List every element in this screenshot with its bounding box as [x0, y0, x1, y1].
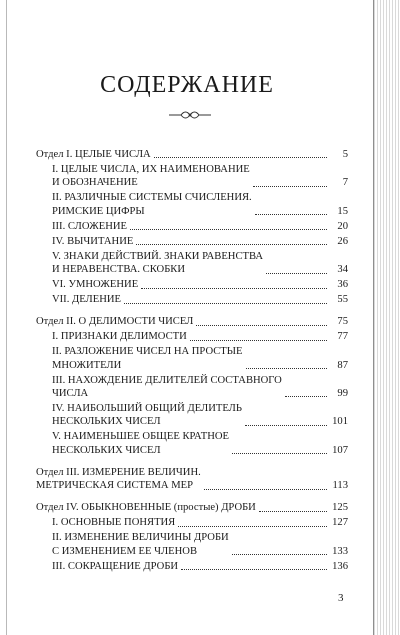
toc-page-number: 99 [337, 388, 348, 400]
toc-page-number: 77 [337, 331, 348, 343]
toc-chapter-entry[interactable] [36, 278, 348, 291]
toc-entry-title: I. ЦЕЛЫЕ ЧИСЛА, ИХ НАИМЕНОВАНИЕ И ОБОЗНАЧЕНИЕ [52, 164, 250, 189]
dot-leader [181, 569, 327, 570]
section-gap [36, 308, 348, 315]
page-title: СОДЕРЖАНИЕ [100, 72, 274, 98]
toc-entry-title: Отдел III. ИЗМЕРЕНИЕ ВЕЛИЧИН. МЕТРИЧЕСКАЯ СИСТЕМА МЕР [36, 466, 201, 492]
toc-chapter-entry[interactable] [36, 531, 348, 558]
dot-leader [190, 340, 327, 341]
toc-entry-title: Отдел I. ЦЕЛЫЕ ЧИСЛА [36, 149, 151, 160]
toc-entry-title: III. СЛОЖЕНИЕ [52, 220, 127, 232]
dot-leader [154, 157, 327, 158]
toc-entry-title: Отдел II. О ДЕЛИМОСТИ ЧИСЕЛ [36, 316, 194, 328]
toc-page-number: 36 [337, 279, 348, 291]
dot-leader [245, 425, 327, 426]
toc-chapter-entry[interactable] [36, 402, 348, 429]
dot-leader [232, 453, 327, 454]
toc-page-number: 113 [332, 480, 348, 492]
toc-page-number: 75 [337, 316, 348, 328]
toc-chapter-entry[interactable] [36, 235, 348, 248]
toc-chapter-entry[interactable] [36, 191, 348, 218]
dot-leader [266, 273, 327, 274]
toc-page-number: 34 [337, 264, 348, 276]
dot-leader [253, 186, 327, 187]
section-gap [36, 459, 348, 466]
toc-page-number: 87 [337, 359, 348, 371]
toc-entry-title: Отдел IV. ОБЫКНОВЕННЫЕ (простые) ДРОБИ [36, 502, 256, 514]
toc-entry-title: I. ОСНОВНЫЕ ПОНЯТИЯ [52, 517, 176, 529]
toc-entry-title: III. НАХОЖДЕНИЕ ДЕЛИТЕЛЕЙ СОСТАВНОГО ЧИСЛА [52, 374, 282, 400]
page-number: 3 [338, 592, 344, 604]
toc-page-number: 15 [337, 205, 348, 217]
toc-chapter-entry[interactable] [36, 293, 348, 306]
toc-chapter-entry[interactable] [36, 560, 348, 573]
toc-section-entry[interactable] [36, 148, 348, 161]
section-gap [36, 494, 348, 501]
toc-chapter-entry[interactable] [36, 516, 348, 529]
toc-page-number: 133 [332, 545, 348, 557]
dot-leader [204, 489, 327, 490]
toc-chapter-entry[interactable] [36, 374, 348, 401]
dot-leader [285, 396, 327, 397]
toc-page-number: 55 [337, 294, 348, 306]
toc-page-number: 7 [342, 177, 348, 189]
dot-leader [124, 303, 327, 304]
toc-page-number: 125 [332, 502, 348, 514]
dot-leader [246, 368, 328, 369]
toc-chapter-entry[interactable] [36, 330, 348, 343]
toc-chapter-entry[interactable] [36, 430, 348, 457]
table-of-contents [36, 148, 348, 575]
dot-leader [232, 554, 327, 555]
toc-page-number: 20 [337, 220, 348, 232]
toc-page-number: 5 [342, 149, 348, 160]
toc-entry-title: I. ПРИЗНАКИ ДЕЛИМОСТИ [52, 331, 187, 343]
toc-section-entry[interactable] [36, 466, 348, 493]
toc-page-number: 127 [332, 517, 348, 529]
toc-entry-title: II. РАЗЛИЧНЫЕ СИСТЕМЫ СЧИСЛЕНИЯ. РИМСКИЕ ЦИФРЫ [52, 192, 252, 217]
toc-chapter-entry[interactable] [36, 250, 348, 277]
dot-leader [136, 244, 327, 245]
toc-entry-title: VII. ДЕЛЕНИЕ [52, 294, 121, 306]
toc-entry-title: III. СОКРАЩЕНИЕ ДРОБИ [52, 560, 179, 572]
dot-leader [178, 526, 327, 527]
toc-section-entry[interactable] [36, 315, 348, 328]
dot-leader [196, 325, 327, 326]
toc-section-entry[interactable] [36, 501, 348, 514]
toc-entry-title: II. РАЗЛОЖЕНИЕ ЧИСЕЛ НА ПРОСТЫЕ МНОЖИТЕЛИ [52, 346, 243, 371]
toc-entry-title: V. НАИМЕНЬШЕЕ ОБЩЕЕ КРАТНОЕ НЕСКОЛЬКИХ ЧИСЕЛ [52, 431, 230, 456]
ornament-divider-icon [167, 110, 213, 120]
toc-entry-title: IV. НАИБОЛЬШИЙ ОБЩИЙ ДЕЛИТЕЛЬ НЕСКОЛЬКИХ ЧИСЕЛ [52, 403, 242, 428]
dot-leader [255, 214, 327, 215]
toc-page-number: 101 [332, 416, 348, 428]
dot-leader [130, 229, 327, 230]
toc-chapter-entry[interactable] [36, 345, 348, 372]
toc-page-number: 26 [337, 235, 348, 247]
dot-leader [141, 288, 327, 289]
dot-leader [259, 511, 327, 512]
toc-chapter-entry[interactable] [36, 220, 348, 233]
page-stack-edge [374, 0, 400, 635]
toc-page-number: 107 [332, 444, 348, 456]
toc-page-number: 136 [332, 560, 348, 572]
toc-entry-title: II. ИЗМЕНЕНИЕ ВЕЛИЧИНЫ ДРОБИ С ИЗМЕНЕНИЕМ ЕЕ ЧЛЕНОВ [52, 532, 229, 557]
toc-entry-title: IV. ВЫЧИТАНИЕ [52, 235, 134, 247]
toc-chapter-entry[interactable] [36, 163, 348, 190]
toc-entry-title: V. ЗНАКИ ДЕЙСТВИЙ. ЗНАКИ РАВЕНСТВА И НЕРАВЕНСТВА. СКОБКИ [52, 250, 264, 276]
toc-entry-title: VI. УМНОЖЕНИЕ [52, 279, 139, 291]
